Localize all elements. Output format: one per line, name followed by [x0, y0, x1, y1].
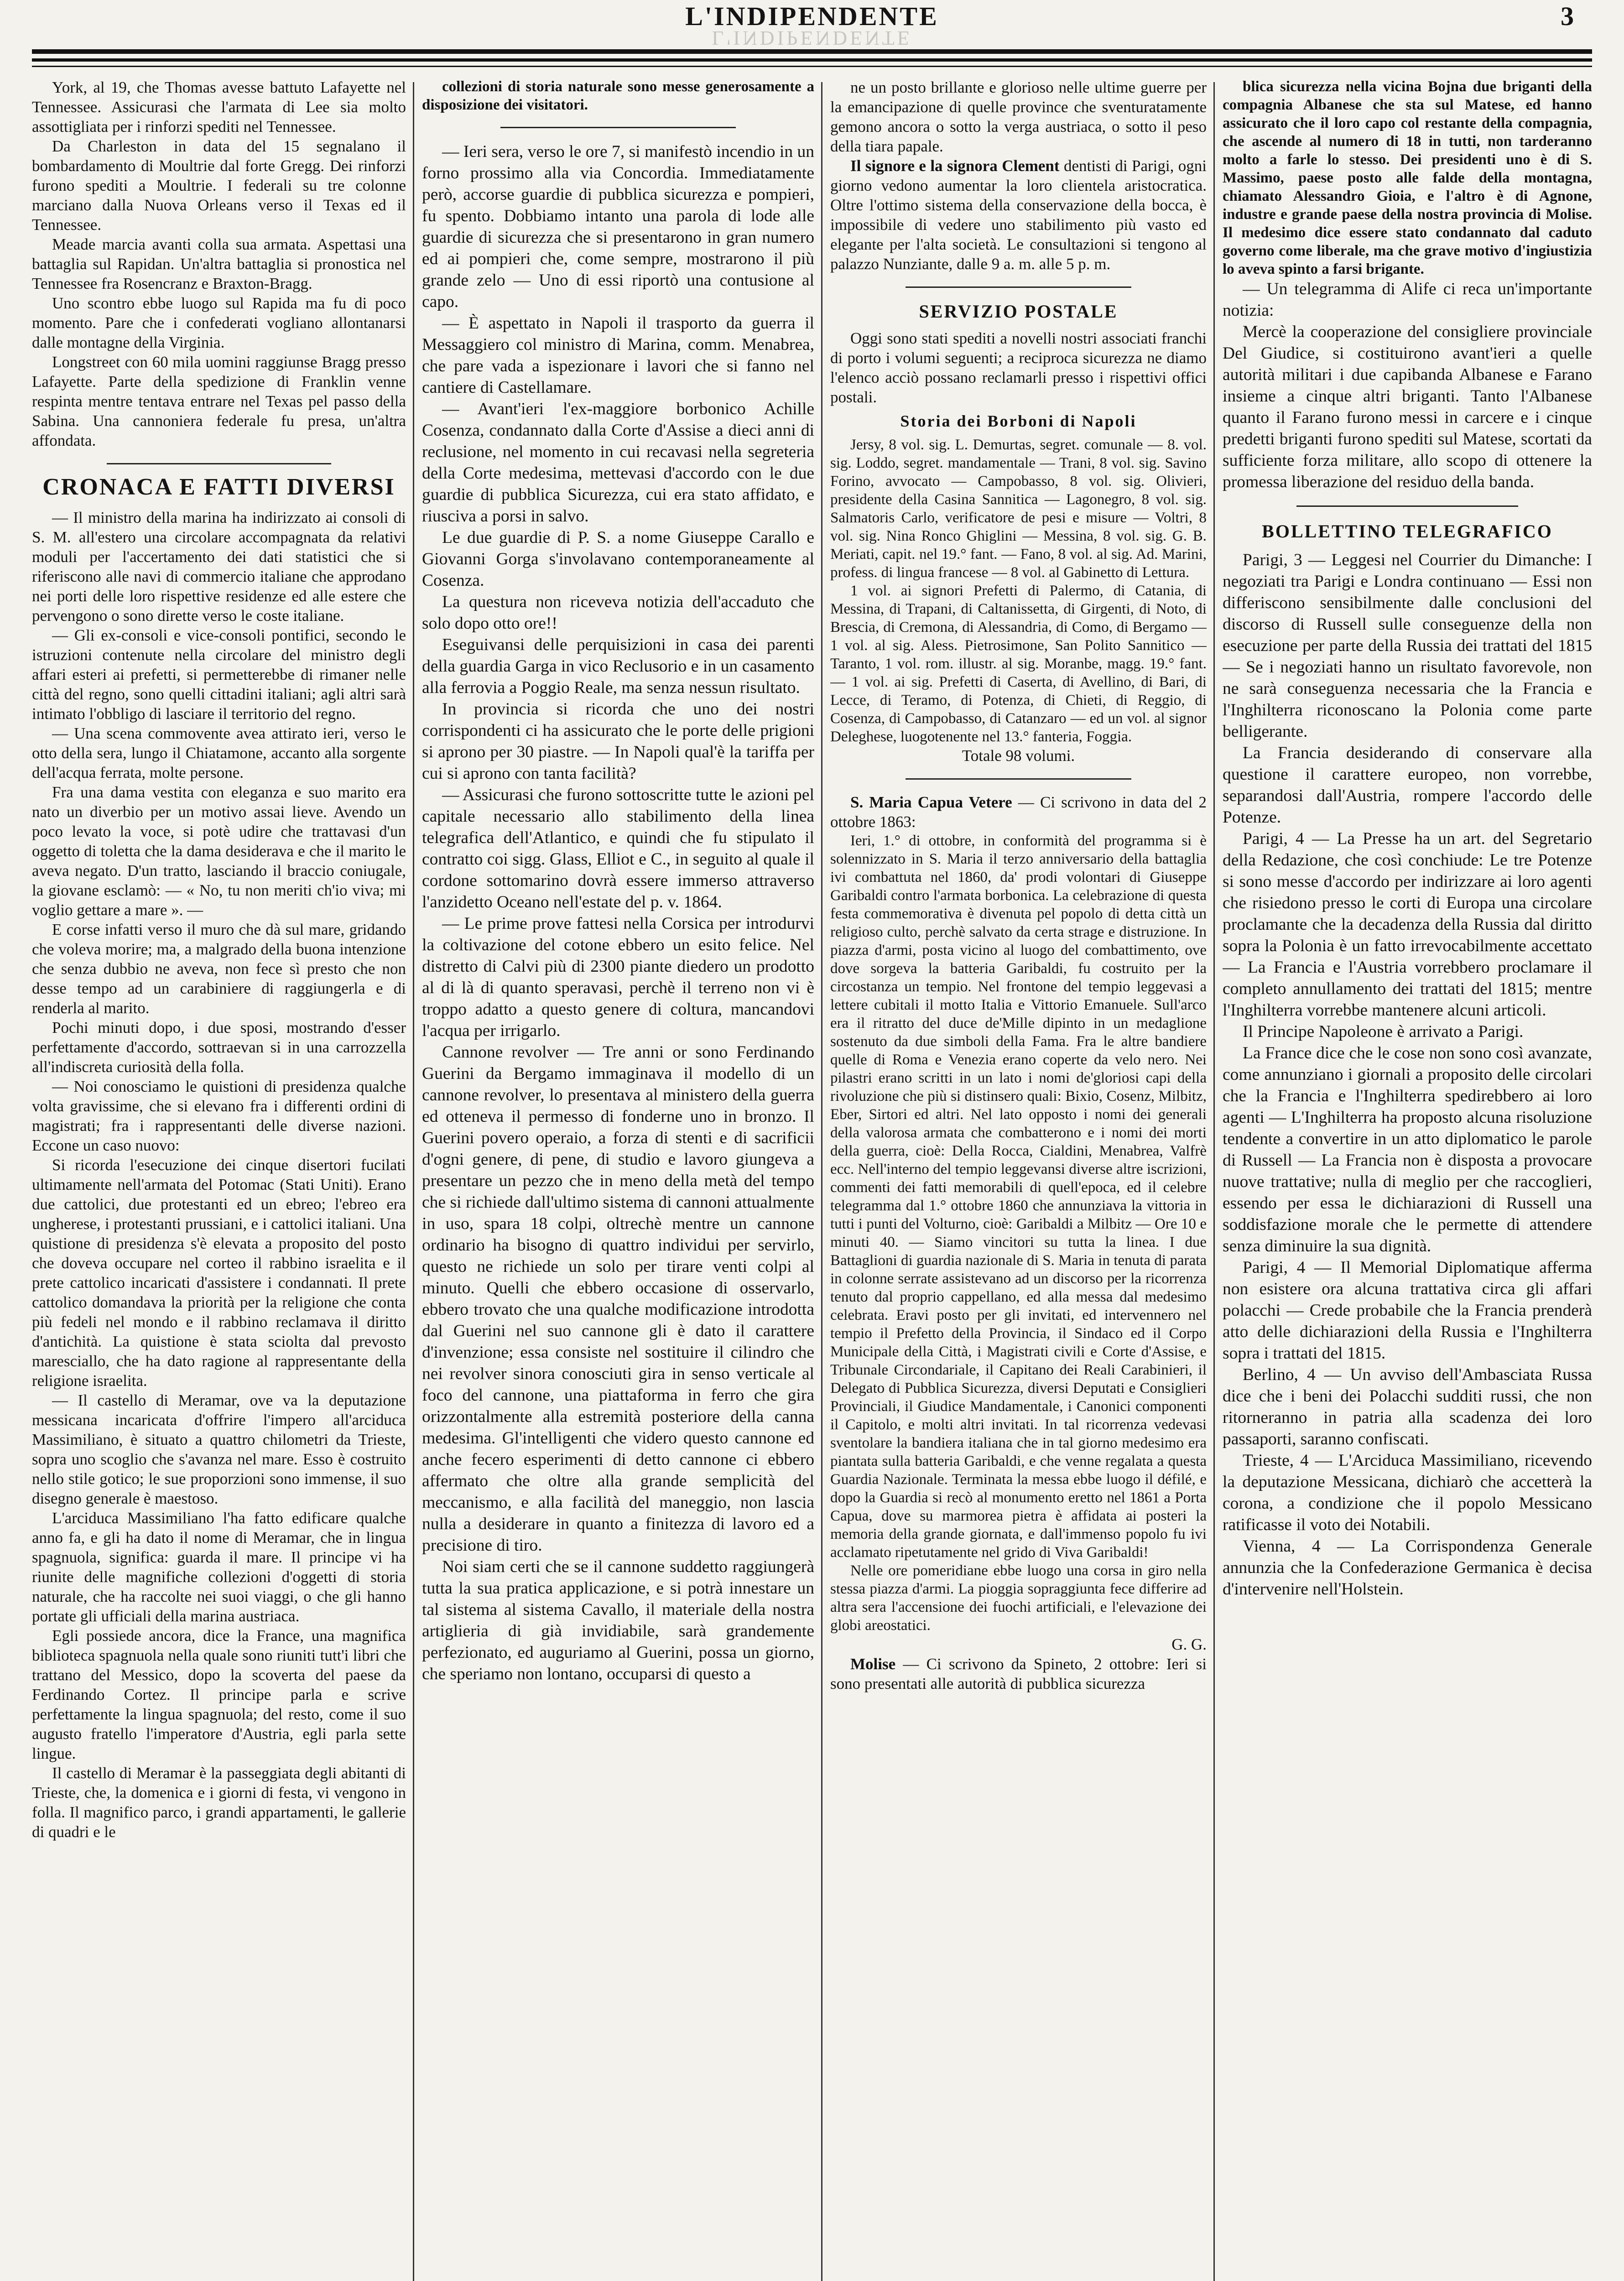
- section-heading: BOLLETTINO TELEGRAFICO: [1262, 521, 1553, 542]
- article-paragraph: — Una scena commovente avea attirato ieri, verso le otto della sera, lungo il Chiatamone, accanto alla sorgente dell'acqua ferrata, molte persone.: [32, 724, 406, 781]
- section-heading: SERVIZIO POSTALE: [919, 301, 1118, 322]
- dateline: Molise: [850, 1655, 896, 1673]
- article-paragraph: La France dice che le cose non sono così avanzate, come annunziano i giornali a proposito delle circolari che la Francia e l'Inghilterra spedirebbero ai loro agenti — L'Inghilterra ha proposto alcuna risoluzione tendente a convertire in un atto diplomatico le parole di Russell — La Francia non è disposta a provocare nuove trattative; nulla di meglio per che raccoglieri, essendo per essa le dichiarazioni di Russell una soddisfazione morale che le permette di attendere senza diminuire la sua dignità.: [1223, 1044, 1592, 1255]
- article-paragraph: Mercè la cooperazione del consigliere provinciale Del Giudice, si costituirono avant'ieri a quelle autorità militari i due capibanda Albanese e Farano insieme a cinque altri briganti. Tanto l'Albanese quanto il Farano furono messi in carcere e i cinque predetti briganti furono spediti sul Matese, scortati da sufficiente forza militare, allo scopo di ottenere la promessa liberazione del residuo della banda.: [1223, 323, 1592, 491]
- article-paragraph: — Avant'ieri l'ex-maggiore borbonico Achille Cosenza, condannato dalla Corte d'Assise a dieci anni di reclusione, nel momento in cui recavasi nella segreteria della Corte medesima, mettevasi d'accordo con le due guardie di pubblica Sicurezza, cui era stato affidato, e riusciva a porsi in salvo.: [422, 400, 814, 526]
- article-paragraph: — Noi conosciamo le quistioni di presidenza qualche volta gravissime, che si elevano fra i differenti ordini di magistrati; fra i rappresentanti delle diverse nazioni. Eccone un caso nuovo:: [32, 1078, 406, 1154]
- article-paragraph: La Francia desiderando di conservare alla questione il carattere europeo, non vorrebbe, separandosi dall'Austria, rompere l'accordo delle Potenze.: [1223, 744, 1592, 827]
- column-rule: [413, 82, 414, 2281]
- article-paragraph: Uno scontro ebbe luogo sul Rapida ma fu di poco momento. Pare che i confederati vogliano allontanarsi dalle montagne della Virginia.: [32, 294, 406, 351]
- article-paragraph: Il castello di Meramar è la passeggiata degli abitanti di Trieste, che, la domenica e i giorni di festa, vi vengono in folla. Il magnifico parco, i grandi appartamenti, le gallerie di quadri e le: [32, 1764, 406, 1841]
- column-rule: [821, 82, 822, 2281]
- advert-text: dentisti di Parigi, ogni giorno vedono aumentar la loro clientela aristocratica. Oltre l'ottimo sistema della conservazione della bocca, è impossibile di vedere uno stabilimento più vasto ed elegante per l'alta società. Le consultazioni si tengono al palazzo Nunziante, dalle 9 a. m. alle 5 p. m.: [830, 157, 1207, 273]
- section-divider: [906, 778, 1131, 780]
- article-paragraph: Parigi, 4 — Il Memorial Diplomatique afferma non esistere ora alcuna trattativa circa gli affari polacchi — Crede probabile che la Francia prenderà atto delle dichiarazioni della Russia e l'Inghilterra sopra i trattati del 1815.: [1223, 1258, 1592, 1363]
- article-paragraph: La questura non riceveva notizia dell'accaduto che solo dopo otto ore!!: [422, 593, 814, 633]
- article-paragraph: — Il castello di Meramar, ove va la deputazione messicana incaricata d'offrire l'impero all'arciduca Massimiliano, è situato a quattro chilometri da Trieste, sopra uno scoglio che s'avanza nel mare. Esso è costruito nello stile gotico; le sue proporzioni sono immense, il suo disegno generale è maestoso.: [32, 1391, 406, 1507]
- total-line: Totale 98 volumi.: [962, 747, 1075, 765]
- article-paragraph: blica sicurezza nella vicina Bojna due briganti della compagnia Albanese che sta sul Matese, ed hanno assicurato che il loro capo col restante della compagnia, che ascende al numero di 18 in tutti, non tarderanno molto a farle lo stesso. Dei presidenti uno è di S. Massimo, paese posto alle falde della montagna, chiamato Alessandro Gioia, e l'altro è di Agnone, industre e grande paese della nostra provincia di Molise. Il medesimo dice essere stato condannato dal caduto governo come liberale, ma che grave motivo d'ingiustizia lo aveva spinto a farsi brigante.: [1223, 78, 1592, 277]
- article-paragraph: Parigi, 3 — Leggesi nel Courrier du Dimanche: I negoziati tra Parigi e Londra continuano — Essi non differiscono sensibilmente dalle conclusioni del discorso di Russell sulle conseguenze della non esecuzione per parte della Russia dei trattati del 1815 — Se i negoziati hanno un risultato favorevole, non ne sarà conseguenza necessaria che la Francia e l'Inghilterra riconoscano la Polonia come parte belligerante.: [1223, 551, 1592, 741]
- column-3: [830, 78, 1207, 2281]
- dateline-text: — Ci scrivono da Spineto, 2 ottobre: Ieri si sono presentati alle autorità di pubblica sicurezza: [830, 1655, 1207, 1693]
- article-paragraph: — Un telegramma di Alife ci reca un'importante notizia:: [1223, 280, 1592, 320]
- section-divider: [500, 127, 736, 128]
- article-paragraph: 1 vol. ai signori Prefetti di Palermo, di Catania, di Messina, di Trapani, di Caltanissetta, di Girgenti, di Noto, di Brescia, di Cremona, di Alessandria, di Como, di Bergamo — 1 vol. al sig. Aless. Pietrosimone, San Polito Sannitico — Taranto, 1 vol. rom. illustr. al sig. Moranbe, magg. 19.° fant. — 1 vol. ai sig. Prefetti di Caserta, di Avellino, di Bari, di Lecce, di Teramo, di Potenza, di Chieti, di Reggio, di Cosenza, di Campobasso, di Catanzaro — ed un vol. al signor Deleghese, luogotenente nel 13.° fanteria, Foggia.: [830, 583, 1207, 745]
- article-paragraph: [830, 156, 1207, 274]
- article-paragraph: York, al 19, che Thomas avesse battuto Lafayette nel Tennessee. Assicurasi che l'armata di Lee sia molto assottigliata per i rinforzi spediti nel Tennessee.: [32, 78, 406, 135]
- article-paragraph: Nelle ore pomeridiane ebbe luogo una corsa in giro nella stessa piazza d'armi. La pioggia sopraggiunta fece differire ad altra sera l'accensione dei fuochi artificiali, e l'elevazione dei globi areostatici.: [830, 1562, 1207, 1634]
- masthead-rule-medium: [32, 58, 1592, 62]
- article-paragraph: Egli possiede ancora, dice la France, una magnifica biblioteca spagnuola nella quale sono riuniti tutt'i libri che trattano del Messico, dopo la scoverta del paese da Ferdinando Cortez. Il principe parla e scrive perfettamente la lingua spagnuola; del resto, come il suo augusto fratello l'imperatore d'Austria, egli parla sette lingue.: [32, 1627, 406, 1762]
- article-paragraph: Pochi minuti dopo, i due sposi, mostrando d'esser perfettamente d'accordo, sottraevan si in una carrozzella all'indiscreta curiosità della folla.: [32, 1019, 406, 1076]
- article-paragraph: — Il ministro della marina ha indirizzato ai consoli di S. M. all'estero una circolare accompagnata da relativi moduli per l'accertamento dei dati statistici che si riferiscono alle navi di commercio italiane che approdano nei porti delle loro rispettive residenze ed alle estere che pervengono o sono dirette verso le coste italiane.: [32, 509, 406, 625]
- column-4: [1223, 78, 1592, 2281]
- article-paragraph: Berlino, 4 — Un avviso dell'Ambasciata Russa dice che i beni dei Polacchi sudditi russi, che non ritorneranno in patria alla scadenza dei loro passaporti, saranno confiscati.: [1223, 1365, 1592, 1448]
- article-paragraph: Il Principe Napoleone è arrivato a Parigi.: [1243, 1022, 1524, 1041]
- advert-name: Il signore e la signora Clement: [850, 157, 1060, 175]
- newspaper-title: L'INDIPENDENTE: [685, 1, 939, 31]
- column-2: [422, 78, 814, 2281]
- article-paragraph: — Assicurasi che furono sottoscritte tutte le azioni pel capitale necessario allo stabilimento della linea telegrafica dell'Atlantico, e quindi che fu stipulato il contratto coi sigg. Glass, Elliot e C., in seguito al quale il cordone sottomarino dovrà essere immerso attraverso l'anzidetto Oceano nell'estate del p. v. 1864.: [422, 786, 814, 911]
- article-paragraph: In provincia si ricorda che uno dei nostri corrispondenti ci ha assicurato che le porte delle prigioni si aprono per 30 piastre. — In Napoli qual'è la tariffa per cui si aprono con tanta facilità?: [422, 700, 814, 783]
- section-heading: CRONACA E FATTI DIVERSI: [42, 474, 396, 500]
- column-1: [32, 78, 406, 2281]
- article-paragraph: Si ricorda l'esecuzione dei cinque disertori fucilati ultimamente nell'armata del Potomac (Stati Uniti). Erano due cattolici, due protestanti ed un ebreo; l'ebreo era ungherese, i protestanti prussiani, e i cattolici italiani. Una quistione di presidenza s'è elevata a proposito del posto che doveva occupare nel corteo il rabbino israelita e il prete cattolico incaricati d'assistere i condannati. Il prete cattolico domandava la priorità per la religione che conta più fedeli nel mondo e il rabbino reclamava il diritto d'antichità. La quistione è stata sciolta dal prevosto maresciallo, che ha dato ragione al rappresentante della religione israelita.: [32, 1156, 406, 1390]
- section-divider: [107, 463, 331, 464]
- article-paragraph: — Le prime prove fattesi nella Corsica per introdurvi la coltivazione del cotone ebbero un esito felice. Nel distretto di Calvi più di 2300 piante diedero un prodotto al di là di quanto speravasi, perchè il terreno non vi è troppo adatto a questo genere di coltura, mancandovi l'acqua per irrigarlo.: [422, 914, 814, 1040]
- article-paragraph: Meade marcia avanti colla sua armata. Aspettasi una battaglia sul Rapidan. Un'altra battaglia si pronostica nel Tennessee fra Rosencranz e Braxton-Bragg.: [32, 235, 406, 292]
- dateline-text: — Ci scrivono in data del 2 ottobre 1863:: [830, 793, 1207, 831]
- article-paragraph: Cannone revolver — Tre anni or sono Ferdinando Guerini da Bergamo immaginava il modello di un cannone revolver, lo presentava al ministero della guerra ed otteneva il permesso di fonderne uno in bronzo. Il Guerini povero operaio, a forza di stenti e di sacrificii d'ogni genere, di pene, di studio e lavoro giungeva a presentare un pezzo che in meno della metà del tempo che si richiede dall'ultimo sistema di cannoni attualmente in uso, spara 18 colpi, oltrechè mentre un cannone ordinario ha bisogno di quattro individui per servirlo, questo ne richiede un solo per tirare venti colpi al minuto. Quelli che ebbero occasione di osservarlo, ebbero trovato che una qualche modificazione introdotta dal Guerini nel suo cannone gli è dato il carattere d'invenzione; essa consiste nel sostituire il cilindro che nei revolver sinora conosciuti gira in senso verticale al foco del cannone, una piattaforma in ferro che gira orizzontalmente alla estremità posteriore della canna medesima. Gl'intelligenti che videro questo cannone ed anche fecero esperimenti di detto cannone ci ebbero affermato che oltre alla grande semplicità del meccanismo, e alla facilità del maneggio, non lascia nulla a desiderare in quanto a finitezza di lavoro ed a precisione di tiro.: [422, 1043, 814, 1555]
- article-paragraph: Jersy, 8 vol. sig. L. Demurtas, segret. comunale — 8. vol. sig. Loddo, segret. mandamentale — Trani, 8 vol. sig. Savino Forino, avvocato — Campobasso, 8 vol. sig. Olivieri, presidente della Casina Sannitica — Lagonegro, 8 vol. sig. Salmatoris Carlo, verificatore de pesi e misure — Voltri, 8 vol. sig. Nina Ronco Ghiglini — Messina, 8 vol. sig. G. B. Meriati, capit. nel 19.° fant. — Fano, 8 vol. al sig. Ad. Marini, profess. di lingua francese — 8 vol. al Gabinetto di Lettura.: [830, 437, 1207, 581]
- article-paragraph: Noi siam certi che se il cannone suddetto raggiungerà tutta la sua pratica applicazione, e si potrà innestare un tal sistema al sistema Cavallo, il materiale della nostra artiglieria di già invidiabile, sarà grandemente perfezionato, ed auguriamo al Guerini, possa un giorno, che speriamo non lontano, occuparsi di questo a: [422, 1557, 814, 1683]
- article-paragraph: Longstreet con 60 mila uomini raggiunse Bragg presso Lafayette. Parte della spedizione di Franklin venne respinta mentre tentava entrare nel Texas pel passo della Sabina. Una cannoniera federale fu presa, un'altra affondata.: [32, 353, 406, 449]
- article-paragraph: Oggi sono stati spediti a novelli nostri associati franchi di porto i volumi seguenti; a reciproca sicurezza ne diamo l'elenco acciò possano reclamarli presso i rispettivi offici postali.: [830, 329, 1207, 406]
- signature: G. G.: [1171, 1635, 1207, 1653]
- article-paragraph: E corse infatti verso il muro che dà sul mare, gridando che voleva morire; ma, a malgrado della buona intenzione che senza dubbio ne aveva, non fece sì presto che non desse tempo ad un carabiniere di raggiungerla e di renderla al marito.: [32, 921, 406, 1017]
- article-paragraph: Parigi, 4 — La Presse ha un art. del Segretario della Redazione, che così conchiude: Le tre Potenze si sono messe d'accordo per indirizzare ai loro agenti che risiedono presso le corti di Europa una circolare proclamante che la decadenza della Russia dal diritto sopra la Polonia è un fatto irrevocabilmente accettato — La Francia e l'Austria vorrebbero proclamare il completo annullamento dei trattati del 1815; mentre l'Inghilterra vorrebbe mantenere alcuni articoli.: [1223, 829, 1592, 1020]
- article-paragraph: [830, 1654, 1207, 1693]
- bleed-through-title: L'INDIPENDENTE: [712, 27, 912, 49]
- dateline: S. Maria Capua Vetere: [850, 793, 1012, 811]
- page-number: 3: [1561, 1, 1574, 31]
- article-paragraph: ne un posto brillante e glorioso nelle ultime guerre per la emancipazione di quelle province che sventuratamente gemono ancora o sotto la verga austriaca, o sotto il peso della tiara papale.: [830, 78, 1207, 155]
- section-divider: [1296, 505, 1518, 507]
- column-rule: [1213, 82, 1215, 2281]
- article-paragraph: — È aspettato in Napoli il trasporto da guerra il Messaggiero col ministro di Marina, comm. Menabrea, che pare vada a ispezionare i lavori che si fanno nel cantiere di Castellamare.: [422, 314, 814, 397]
- article-paragraph: L'arciduca Massimiliano l'ha fatto edificare qualche anno fa, e gli ha dato il nome di Meramar, che in lingua spagnuola, significa: guarda il mare. Il principe vi ha riunite delle magnifiche collezioni d'oggetti di storia naturale, che ha raccolte nei suoi viaggi, o che gli hanno portate gli ufficiali della marina austriaca.: [32, 1509, 406, 1625]
- masthead: [0, 0, 1624, 78]
- article-paragraph: Vienna, 4 — La Corrispondenza Generale annunzia che la Confederazione Germanica è decisa d'intervenire nell'Holstein.: [1223, 1537, 1592, 1599]
- sub-heading: Storia dei Borboni di Napoli: [900, 412, 1137, 430]
- page-columns: [32, 78, 1592, 2281]
- masthead-rule-thick: [32, 49, 1592, 54]
- article-paragraph: Le due guardie di P. S. a nome Giuseppe Carallo e Giovanni Gorga s'involavano contemporaneamente al Cosenza.: [422, 528, 814, 590]
- article-paragraph: Fra una dama vestita con eleganza e suo marito era nato un diverbio per un motivo assai lieve. Avendo un poco levato la voce, si potè udire che trattavasi d'un oggetto di toletta che la dama desiderava e che il marito le aveva negato. D'un tratto, lasciando il braccio coniugale, la giovane esclamò: — « No, tu non meriti ch'io viva; mi voglio gettare a mare ». —: [32, 783, 406, 919]
- section-divider: [906, 286, 1131, 288]
- article-paragraph: [830, 792, 1207, 832]
- article-paragraph: Da Charleston in data del 15 segnalano il bombardamento di Moultrie dal forte Gregg. Dei rinforzi furono spediti a Moultrie. I federali su tre colonne marciano dalla Nuova Orleans verso il Texas ed il Tennessee.: [32, 137, 406, 234]
- article-paragraph: collezioni di storia naturale sono messe generosamente a disposizione dei visitatori.: [422, 78, 814, 113]
- article-paragraph: Eseguivansi delle perquisizioni in casa dei parenti della guardia Garga in vico Reclusorio e in un casamento alla ferrovia a Poggio Reale, ma senza nessun risultato.: [422, 635, 814, 697]
- masthead-rule-thin: [32, 66, 1592, 67]
- article-paragraph: — Gli ex-consoli e vice-consoli pontifici, secondo le istruzioni contenute nella circolare del ministro degli affari esteri ai prefetti, si permetterebbe di rimaner nelle città del regno, sono quelli cittadini italiani; agli altri sarà intimato l'obbligo di lasciare il territorio del regno.: [32, 626, 406, 723]
- article-paragraph: Trieste, 4 — L'Arciduca Massimiliano, ricevendo la deputazione Messicana, dichiarò che accetterà la corona, a condizione che il popolo Messicano ratificasse il voto dei Notabili.: [1223, 1451, 1592, 1534]
- article-paragraph: — Ieri sera, verso le ore 7, si manifestò incendio in un forno prossimo alla via Concordia. Immediatamente però, accorse guardie di pubblica sicurezza e pompieri, fu spento. Dobbiamo intanto una parola di lode alle guardie di sicurezza che si presentarono in gran numero ed ai pompieri che, come sempre, mostrarono il più grande zelo — Uno di essi riportò una contusione al capo.: [422, 142, 814, 311]
- article-paragraph: Ieri, 1.° di ottobre, in conformità del programma si è solennizzato in S. Maria il terzo anniversario della battaglia ivi combattuta nel 1860, da' prodi volontari di Giuseppe Garibaldi contro l'armata borbonica. La celebrazione di questa festa commemorativa è divenuta pel popolo di detta città un religioso culto, perchè salvato da certa strage e distruzione. In piazza d'armi, posta vicino al luogo del combattimento, ove dove sorgeva la batteria Garibaldi, fu costruito per la circostanza un tempio. Nel frontone del tempio leggevasi a lettere cubitali il motto Italia e Vittorio Emanuele. Sull'arco era il ritratto del duce de'Mille dipinto in un medaglione sostenuto da due simboli della Fama. Fra le altre bandiere quelle di Roma e Venezia erano coperte da velo nero. Nei pilastri erano scritti in un lato i nomi de'gloriosi capi della rivoluzione che più si distinsero quali: Bixio, Cosenz, Milbitz, Eber, Sirtori ed altri. Nel lato opposto i nomi dei generali della valorosa armata che combatterono e i nomi dei morti della guerra, cioè: Della Rocca, Cialdini, Menabrea, Valfrè ecc. Nell'interno del tempio leggevansi diverse altre iscrizioni, commenti dei fatti memorabili di quell'epoca, ed il celebre telegramma dal 1.° ottobre 1860 che annunziava la vittoria in tutti i punti del Volturno, cioè: Garibaldi a Milbitz — Ore 10 e minuti 40. — Siamo vincitori su tutta la linea. I due Battaglioni di guardia nazionale di S. Maria in tenuta di parata in colonne serrate assistevano ad un discorso per la ricorrenza tenuto dal proprio cappellano, ed alla messa dal medesimo celebrata. Eravi posto per gli invitati, ed intervennero nel tempio il Prefetto della Provincia, il Sindaco ed il Corpo Municipale della Città, i Magistrati civili e Corte d'Assise, e Tribunale Circondariale, il Capitano dei Reali Carabinieri, il Delegato di Pubblica Sicurezza, diversi Deputati e Consiglieri Provinciali, il Giudice Mandamentale, i Canonici componenti il Capitolo, e molti altri invitati. In tal ricorrenza vedevasi sventolare la bandiera italiana che in tal giorno medesimo era piantata sulla batteria Garibaldi, e che venne regalata a questa Guardia Nazionale. Terminata la messa ebbe luogo il défilé, e dopo la Guardia si recò al monumento eretto nel 1861 a Porta Capua, dove su marmorea pietra è affidata ai posteri la memoria della grande giornata, e dall'immenso popolo fu ivi acclamato ripetutamente nel grido di Viva Garibaldi!: [830, 833, 1207, 1561]
